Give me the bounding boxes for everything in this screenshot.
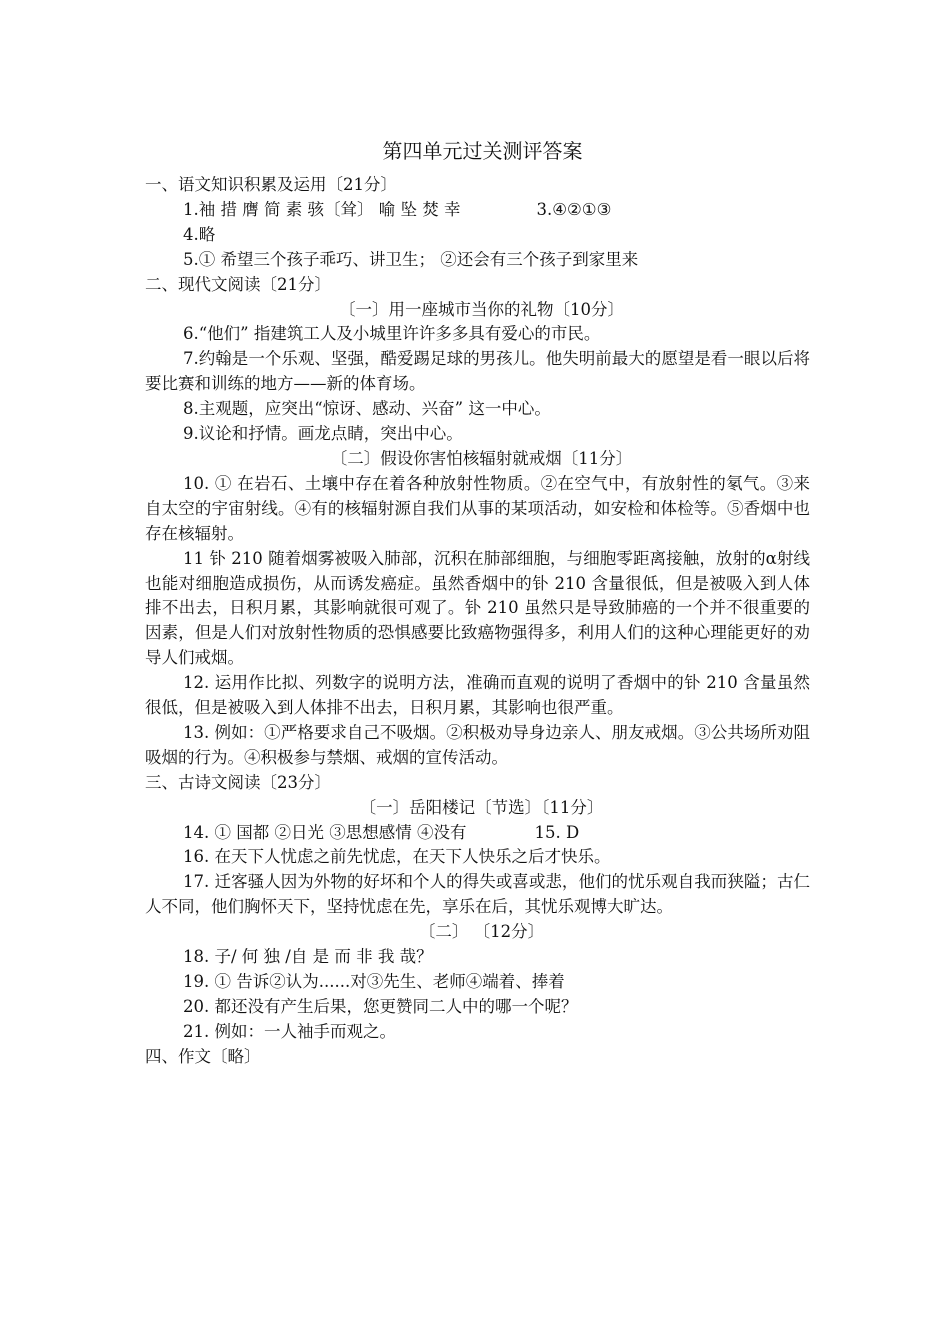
answer-13: 13. 例如：①严格要求自己不吸烟。②积极劝导身边亲人、朋友戒烟。③公共场所劝阻吸烟的行为。④积极参与禁烟、戒烟的宣传活动。 bbox=[145, 722, 810, 767]
section-3-heading: 三、古诗文阅读〔23分〕 bbox=[145, 772, 331, 792]
section-3-subheading-1: 〔一〕岳阳楼记〔节选〕〔11分〕 bbox=[359, 797, 604, 817]
section-3-subheading-2: 〔二〕 〔12分〕 bbox=[418, 922, 545, 942]
answer-21: 21. 例如：一人袖手而观之。 bbox=[183, 1021, 396, 1041]
section-2-subheading-2: 〔二〕假设你害怕核辐射就戒烟〔11分〕 bbox=[330, 448, 633, 468]
answer-sheet bbox=[145, 135, 810, 1070]
section-1-heading: 一、语文知识积累及运用〔21分〕 bbox=[145, 175, 397, 194]
answer-7: 7.约翰是一个乐观、坚强，酷爱踢足球的男孩儿。他失明前最大的愿望是看一眼以后将要比赛和训练的地方——新的体育场。 bbox=[145, 349, 810, 394]
page-title: 第四单元过关测评答案 bbox=[382, 139, 583, 163]
answer-3: 3.④②①③ bbox=[536, 199, 612, 219]
answer-19: 19. ① 告诉②认为......对③先生、老师④端着、捧着 bbox=[183, 972, 565, 991]
answer-10: 10. ① 在岩石、土壤中存在着各种放射性物质。②在空气中，有放射性的氡气。③来自太空的宇宙射线。④有的核辐射源自我们从事的某项活动，如安检和体检等。⑤香烟中也存在核辐射。 bbox=[145, 473, 810, 543]
answer-1-3-row bbox=[145, 198, 810, 223]
answer-1: 1.袖 措 膺 简 素 骇〔耸〕 喻 坠 焚 幸 bbox=[183, 199, 461, 219]
section-2-heading: 二、现代文阅读〔21分〕 bbox=[145, 274, 331, 294]
answer-12: 12. 运用作比拟、列数字的说明方法，准确而直观的说明了香烟中的钋 210 含量虽然很低，但是被吸入到人体排不出去，日积月累，其影响也很严重。 bbox=[145, 673, 810, 718]
answer-14-15-row bbox=[145, 821, 810, 846]
answer-11: 11 钋 210 随着烟雾被吸入肺部，沉积在肺部细胞，与细胞零距离接触，放射的α射线也能对细胞造成损伤，从而诱发癌症。虽然香烟中的钋 210 含量很低，但是被吸入到人体排不出去，日积月累，其影响就很可观了。钋 210 虽然只是导致肺癌的一个并不很重要的因素，但是人们对放射性物质的恐惧感要比致癌物强得多，利用人们的这种心理能更好的劝导人们戒烟。 bbox=[145, 548, 810, 668]
section-4-heading: 四、作文〔略〕 bbox=[145, 1046, 261, 1066]
answer-6: 6.“他们” 指建筑工人及小城里许许多多具有爱心的市民。 bbox=[183, 324, 601, 344]
answer-17: 17. 迁客骚人因为外物的好坏和个人的得失或喜或悲，他们的忧乐观自我而狭隘；古仁人不同，他们胸怀天下，坚持忧虑在先，享乐在后，其忧乐观博大旷达。 bbox=[145, 872, 810, 917]
answer-5: 5.① 希望三个孩子乖巧、讲卫生； ②还会有三个孩子到家里来 bbox=[183, 249, 639, 269]
answer-16: 16. 在天下人忧虑之前先忧虑，在天下人快乐之后才快乐。 bbox=[183, 847, 611, 867]
section-2-subheading-1: 〔一〕用一座城市当你的礼物〔10分〕 bbox=[339, 299, 624, 319]
answer-18: 18. 子/ 何 独 /自 是 而 非 我 哉？ bbox=[183, 947, 433, 967]
answer-14: 14. ① 国都 ②日光 ③思想感情 ④没有 bbox=[183, 822, 467, 842]
answer-8: 8.主观题，应突出“惊讶、感动、兴奋” 这一中心。 bbox=[183, 399, 551, 419]
answer-20: 20. 都还没有产生后果，您更赞同二人中的哪一个呢？ bbox=[183, 996, 578, 1016]
answer-9: 9.议论和抒情。画龙点睛，突出中心。 bbox=[183, 424, 463, 444]
answer-4: 4.略 bbox=[183, 224, 216, 244]
answer-15: 15. D bbox=[534, 822, 580, 842]
